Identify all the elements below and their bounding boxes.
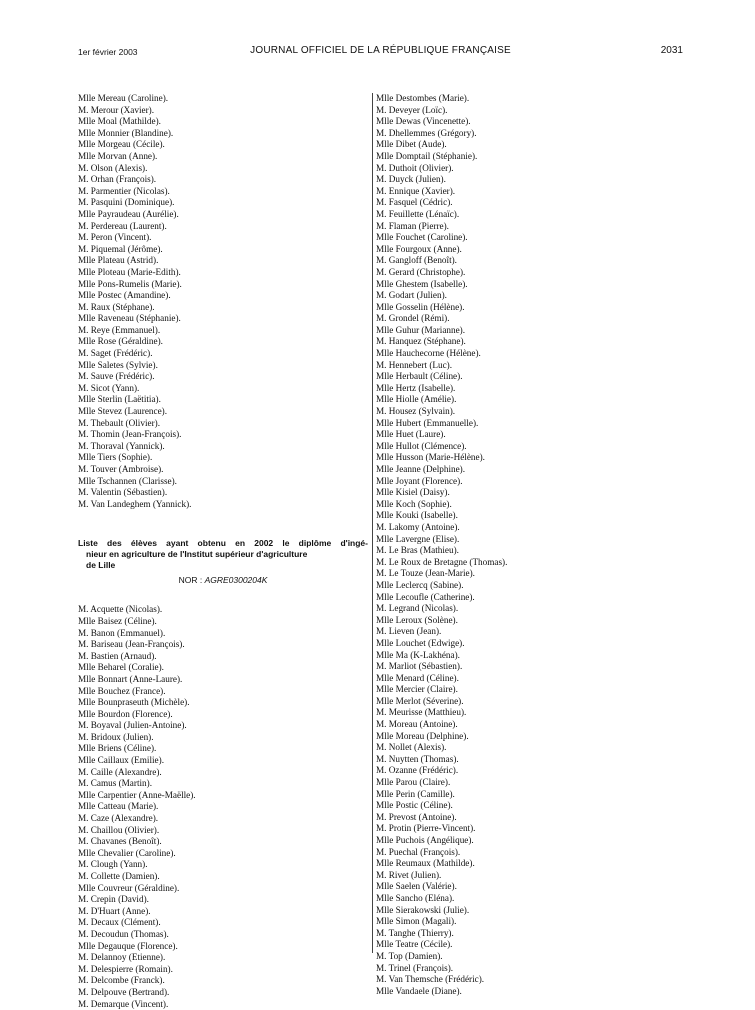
list-item: M. Van Landeghem (Yannick). bbox=[78, 498, 192, 509]
list-item: M. Grondel (Rémi). bbox=[376, 313, 450, 324]
list-item: M. Meurisse (Matthieu). bbox=[376, 707, 467, 718]
list-item: M. Thebault (Olivier). bbox=[78, 417, 160, 428]
list-item: Mlle Simon (Magali). bbox=[376, 916, 457, 927]
list-item: Mlle Puchois (Angélique). bbox=[376, 835, 474, 845]
list-item: Mlle Merlot (Séverine). bbox=[376, 695, 464, 706]
list-item: M. Van Themsche (Frédéric). bbox=[376, 974, 485, 985]
list-item: M. Merour (Xavier). bbox=[78, 104, 155, 115]
list-item: M. Touver (Ambroise). bbox=[78, 464, 164, 474]
list-item: M. Caze (Alexandre). bbox=[78, 813, 159, 824]
list-item: Mlle Destombes (Marie). bbox=[376, 93, 470, 103]
list-item: Mlle Chevalier (Caroline). bbox=[78, 847, 176, 858]
list-item: M. Decaux (Clément). bbox=[78, 917, 161, 928]
list-item: Mlle Morvan (Anne). bbox=[78, 150, 158, 161]
list-item: Mlle Stevez (Laurence). bbox=[78, 406, 168, 417]
list-item: Mlle Leclercq (Sabine). bbox=[376, 579, 464, 590]
list-item: M. Bridoux (Julien). bbox=[78, 731, 154, 742]
list-item: M. Hennebert (Luc). bbox=[376, 359, 453, 370]
list-item: Mlle Bouchez (France). bbox=[78, 685, 166, 696]
list-item: Mlle Lecoufle (Catherine). bbox=[376, 591, 475, 602]
list-item: M. Le Touze (Jean-Marie). bbox=[376, 568, 475, 579]
list-item: M. Camus (Martin). bbox=[78, 778, 153, 789]
list-item: Mlle Ghestem (Isabelle). bbox=[376, 278, 468, 289]
list-item: Mlle Saelen (Valérie). bbox=[376, 881, 457, 892]
right-column bbox=[376, 93, 676, 997]
list-item: M. Moreau (Antoine). bbox=[376, 719, 458, 730]
list-item: Mlle Sierakowski (Julie). bbox=[376, 904, 470, 915]
list-item: M. Nuytten (Thomas). bbox=[376, 753, 459, 764]
list-item: M. Boyaval (Julien-Antoine). bbox=[78, 720, 187, 731]
list-item: Mlle Postec (Amandine). bbox=[78, 290, 171, 301]
list-item: M. Olson (Alexis). bbox=[78, 162, 148, 173]
list-item: M. Demarque (Vincent). bbox=[78, 998, 169, 1009]
name-list-second bbox=[78, 604, 368, 1010]
list-item: M. Raux (Stéphane). bbox=[78, 301, 155, 312]
list-item: Mlle Payraudeau (Aurélie). bbox=[78, 208, 179, 219]
list-item: Mlle Huet (Laure). bbox=[376, 429, 446, 440]
list-item: Mlle Joyant (Florence). bbox=[376, 475, 463, 486]
journal-title: JOURNAL OFFICIEL DE LA RÉPUBLIQUE FRANÇAISE bbox=[250, 45, 511, 56]
list-item: Mlle Ma (K-Lakhéna). bbox=[376, 649, 460, 660]
list-item: Mlle Dibet (Aude). bbox=[376, 139, 447, 150]
list-item: Mlle Hauchecorne (Hélène). bbox=[376, 348, 481, 359]
list-item: Mlle Teatre (Cécile). bbox=[376, 939, 453, 950]
list-item: Mlle Hertz (Isabelle). bbox=[376, 382, 456, 393]
list-item: Mlle Jeanne (Delphine). bbox=[376, 464, 466, 474]
header-date: 1er février 2003 bbox=[78, 47, 138, 57]
list-item: M. Bastien (Arnaud). bbox=[78, 650, 157, 661]
list-item: Mlle Sterlin (Laëtitia). bbox=[78, 394, 161, 405]
list-item: Mlle Mereau (Caroline). bbox=[78, 93, 169, 103]
section-title-line-3: de Lille bbox=[86, 559, 116, 570]
list-item: Mlle Bounpraseuth (Michèle). bbox=[78, 697, 190, 708]
list-item: Mlle Reumaux (Mathilde). bbox=[376, 858, 475, 869]
list-item: Mlle Carpentier (Anne-Maëlle). bbox=[78, 789, 196, 800]
list-item: Mlle Catteau (Marie). bbox=[78, 801, 159, 812]
list-item: M. Top (Damien). bbox=[376, 950, 443, 961]
list-item: M. Duthoit (Olivier). bbox=[376, 162, 454, 173]
list-item: M. Tanghe (Thierry). bbox=[376, 927, 454, 938]
list-item: Mlle Rose (Géraldine). bbox=[78, 336, 163, 347]
list-item: Mlle Hubert (Emmanuelle). bbox=[376, 417, 479, 428]
list-item: M. Le Roux de Bretagne (Thomas). bbox=[376, 556, 508, 567]
list-item: Mlle Vandaele (Diane). bbox=[376, 985, 462, 996]
list-item: Mlle Kisiel (Daisy). bbox=[376, 487, 450, 498]
list-item: M. Lieven (Jean). bbox=[376, 626, 442, 637]
page-header bbox=[78, 45, 683, 61]
list-item: M. Le Bras (Mathieu). bbox=[376, 545, 459, 556]
list-item: Mlle Sancho (Eléna). bbox=[376, 892, 455, 903]
list-item: Mlle Husson (Marie-Hélène). bbox=[376, 452, 485, 463]
list-item: M. Fasquel (Cédric). bbox=[376, 197, 453, 208]
list-item: Mlle Moal (Mathilde). bbox=[78, 116, 161, 127]
list-item: M. Collette (Damien). bbox=[78, 871, 160, 882]
list-item: M. Delcombe (Franck). bbox=[78, 975, 165, 986]
list-item: M. Acquette (Nicolas). bbox=[78, 604, 163, 615]
list-item: Mlle Koch (Sophie). bbox=[376, 498, 452, 509]
list-item: Mlle Degauque (Florence). bbox=[78, 940, 178, 951]
list-item: M. Duyck (Julien). bbox=[376, 174, 446, 185]
list-item: M. Ozanne (Frédéric). bbox=[376, 765, 459, 776]
list-item: Mlle Fouchet (Caroline). bbox=[376, 232, 468, 243]
list-item: M. Nollet (Alexis). bbox=[376, 742, 447, 753]
nor-reference bbox=[78, 575, 368, 587]
section-title bbox=[78, 538, 368, 570]
list-item: M. Chavanes (Benoît). bbox=[78, 836, 162, 847]
list-item: Mlle Bonnart (Anne-Laure). bbox=[78, 673, 183, 684]
list-item: Mlle Dewas (Vincenette). bbox=[376, 116, 471, 127]
list-item: M. Hanquez (Stéphane). bbox=[376, 336, 466, 347]
list-item: Mlle Beharel (Coralie). bbox=[78, 662, 164, 673]
list-item: Mlle Louchet (Edwige). bbox=[376, 637, 465, 648]
list-item: Mlle Saletes (Sylvie). bbox=[78, 359, 158, 370]
list-item: Mlle Kouki (Isabelle). bbox=[376, 510, 458, 521]
list-item: M. Clough (Yann). bbox=[78, 859, 148, 870]
list-item: Mlle Couvreur (Géraldine). bbox=[78, 882, 180, 893]
list-item: Mlle Raveneau (Stéphanie). bbox=[78, 313, 181, 324]
list-item: Mlle Baisez (Céline). bbox=[78, 615, 157, 626]
list-item: M. Thoraval (Yannick). bbox=[78, 440, 165, 451]
list-item: M. Marliot (Sébastien). bbox=[376, 661, 463, 672]
list-item: M. Protin (Pierre-Vincent). bbox=[376, 823, 476, 834]
name-list-first bbox=[78, 93, 368, 510]
list-item: M. Godart (Julien). bbox=[376, 290, 447, 301]
list-item: Mlle Leroux (Solène). bbox=[376, 614, 458, 625]
name-list-right bbox=[376, 93, 676, 997]
list-item: M. D'Huart (Anne). bbox=[78, 905, 151, 916]
list-item: M. Legrand (Nicolas). bbox=[376, 603, 459, 614]
list-item: Mlle Herbault (Céline). bbox=[376, 371, 463, 382]
list-item: Mlle Morgeau (Cécile). bbox=[78, 139, 165, 150]
list-item: M. Orhan (François). bbox=[78, 174, 157, 185]
list-item: Mlle Tiers (Sophie). bbox=[78, 452, 153, 463]
page-number: 2031 bbox=[660, 45, 683, 56]
list-item: Mlle Hiolle (Amélie). bbox=[376, 394, 457, 405]
list-item: M. Delpouve (Bertrand). bbox=[78, 986, 170, 997]
list-item: M. Gerard (Christophe). bbox=[376, 266, 466, 277]
list-item: Mlle Pons-Rumelis (Marie). bbox=[78, 278, 182, 289]
list-item: M. Prevost (Antoine). bbox=[376, 811, 457, 822]
list-item: M. Pasquini (Dominique). bbox=[78, 197, 175, 208]
list-item: Mlle Tschannen (Clarisse). bbox=[78, 475, 177, 486]
list-item: M. Crepin (David). bbox=[78, 894, 149, 905]
list-item: M. Gangloff (Benoît). bbox=[376, 255, 457, 266]
list-item: M. Sicot (Yann). bbox=[78, 382, 140, 393]
list-item: Mlle Postic (Céline). bbox=[376, 800, 453, 811]
list-item: M. Ennique (Xavier). bbox=[376, 185, 456, 196]
list-item: Mlle Menard (Céline). bbox=[376, 672, 459, 683]
list-item: Mlle Parou (Claire). bbox=[376, 777, 451, 788]
list-item: Mlle Lavergne (Elise). bbox=[376, 533, 460, 544]
list-item: M. Valentin (Sébastien). bbox=[78, 487, 168, 498]
list-item: M. Decoudun (Thomas). bbox=[78, 928, 169, 939]
list-item: M. Banon (Emmanuel). bbox=[78, 627, 166, 638]
section-title-line-2: nieur en agriculture de l'Institut supérieur d'agriculture bbox=[86, 549, 308, 560]
list-item: M. Housez (Sylvain). bbox=[376, 406, 456, 417]
list-item: M. Saget (Frédéric). bbox=[78, 348, 153, 359]
list-item: Mlle Monnier (Blandine). bbox=[78, 127, 174, 138]
list-item: Mlle Hullot (Clémence). bbox=[376, 440, 467, 451]
list-item: Mlle Moreau (Delphine). bbox=[376, 730, 469, 741]
list-item: Mlle Fourgoux (Anne). bbox=[376, 243, 462, 254]
list-item: M. Peron (Vincent). bbox=[78, 232, 152, 243]
list-item: M. Feuillette (Lénaïc). bbox=[376, 208, 460, 219]
list-item: M. Chaillou (Olivier). bbox=[78, 824, 160, 835]
left-column bbox=[78, 93, 368, 1010]
list-item: M. Bariseau (Jean-François). bbox=[78, 639, 185, 650]
list-item: M. Rivet (Julien). bbox=[376, 869, 442, 880]
list-item: M. Flaman (Pierre). bbox=[376, 220, 449, 231]
list-item: M. Caille (Alexandre). bbox=[78, 766, 162, 777]
list-item: M. Sauve (Frédéric). bbox=[78, 371, 155, 382]
list-item: Mlle Plateau (Astrid). bbox=[78, 255, 159, 266]
list-item: Mlle Domptail (Stéphanie). bbox=[376, 150, 478, 161]
list-item: M. Parmentier (Nicolas). bbox=[78, 185, 170, 196]
list-item: M. Reye (Emmanuel). bbox=[78, 324, 161, 335]
list-item: Mlle Perin (Camille). bbox=[376, 788, 455, 799]
list-item: M. Trinel (François). bbox=[376, 962, 454, 973]
section-title-line-1: Liste des élèves ayant obtenu en 2002 le diplôme d'ingé- bbox=[78, 538, 368, 549]
list-item: Mlle Briens (Céline). bbox=[78, 743, 157, 754]
list-item: Mlle Guhur (Marianne). bbox=[376, 324, 466, 335]
list-item: M. Deveyer (Loïc). bbox=[376, 104, 448, 115]
list-item: M. Puechal (François). bbox=[376, 846, 461, 857]
list-item: Mlle Caillaux (Emilie). bbox=[78, 755, 164, 766]
list-item: Mlle Mercier (Claire). bbox=[376, 684, 458, 695]
list-item: M. Lakomy (Antoine). bbox=[376, 521, 460, 532]
list-item: M. Dhellemmes (Grégory). bbox=[376, 127, 477, 138]
list-item: M. Delannoy (Etienne). bbox=[78, 952, 166, 963]
list-item: M. Piquemal (Jérôme). bbox=[78, 243, 163, 254]
nor-code: AGRE0300204K bbox=[204, 574, 268, 585]
list-item: M. Thomin (Jean-François). bbox=[78, 429, 182, 440]
column-divider bbox=[372, 93, 373, 953]
list-item: Mlle Bourdon (Florence). bbox=[78, 708, 173, 719]
list-item: Mlle Ploteau (Marie-Edith). bbox=[78, 266, 181, 277]
nor-label: NOR : bbox=[178, 574, 203, 585]
list-item: M. Perdereau (Laurent). bbox=[78, 220, 167, 231]
list-item: M. Delespierre (Romain). bbox=[78, 963, 173, 974]
list-item: Mlle Gosselin (Hélène). bbox=[376, 301, 465, 312]
